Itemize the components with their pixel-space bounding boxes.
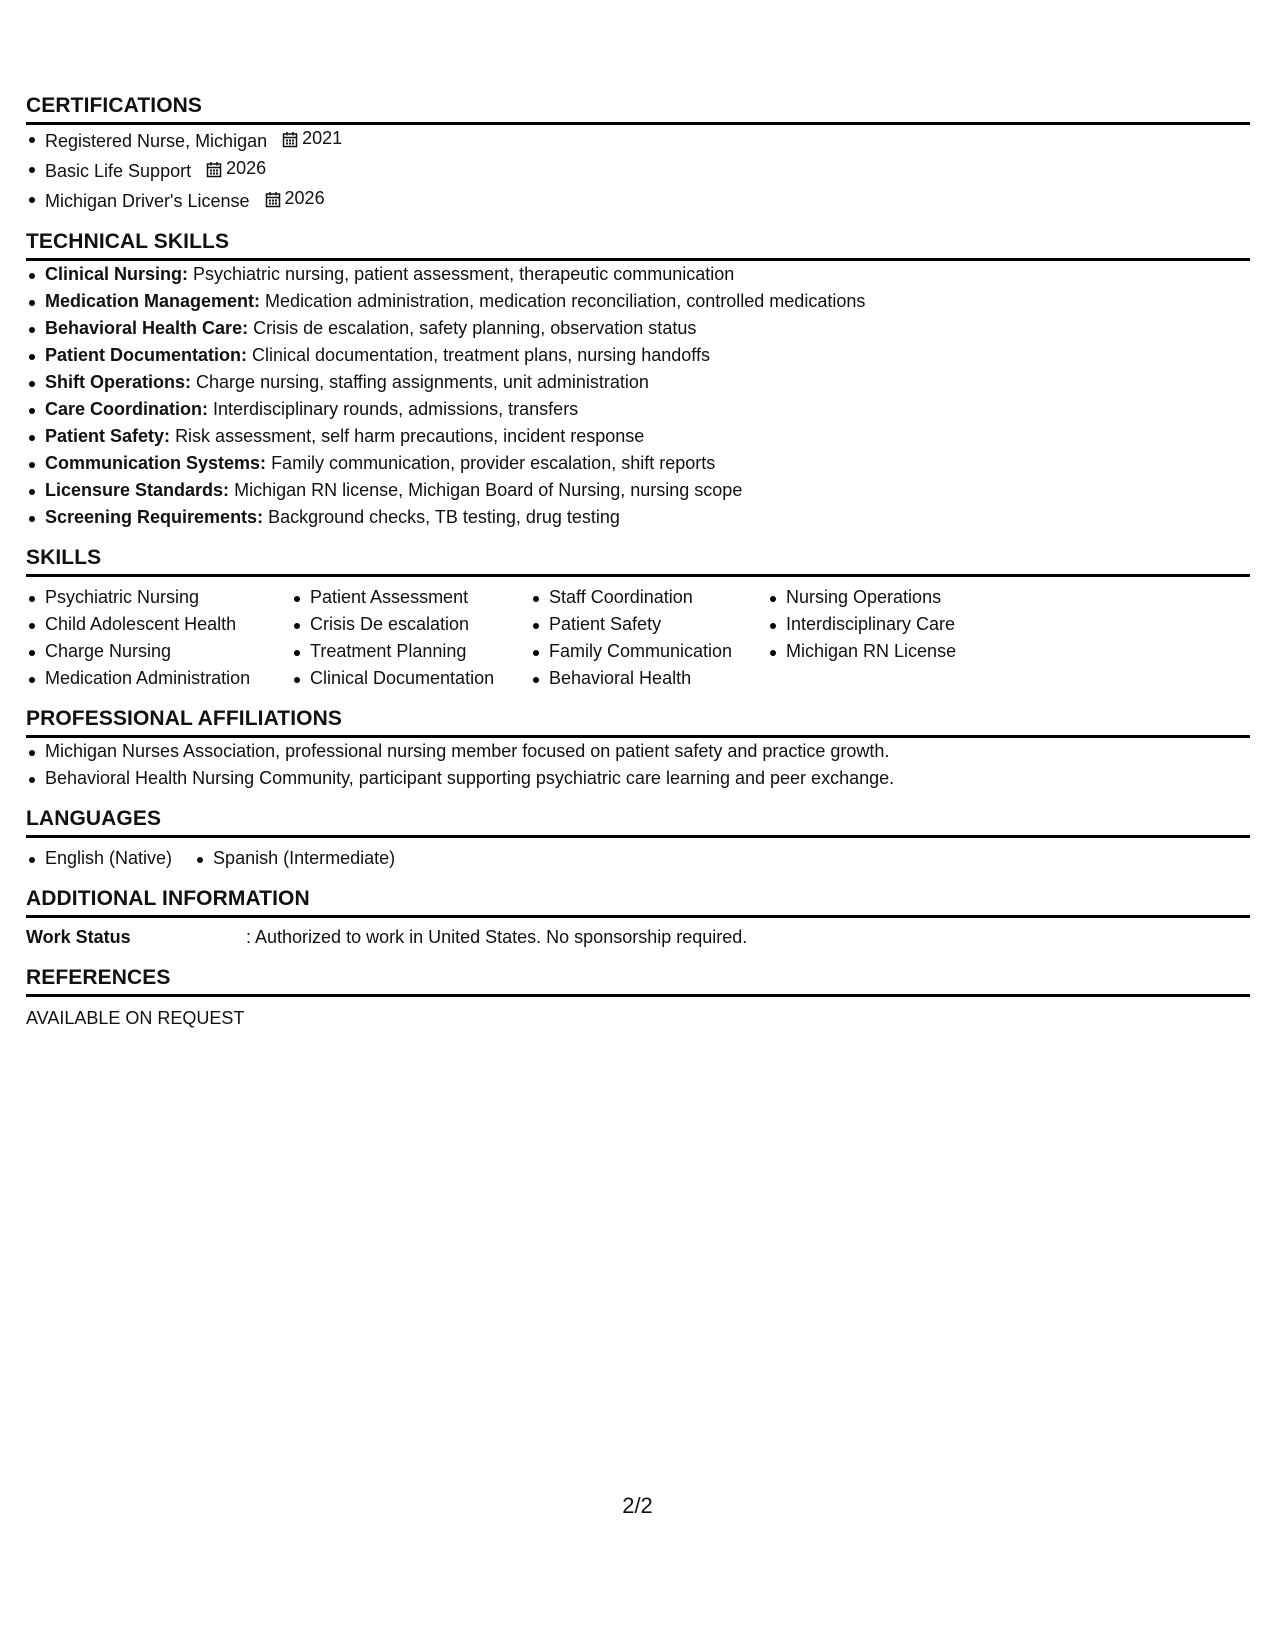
language-item: English (Native)	[26, 845, 172, 872]
technical-skill-label: Medication Management:	[45, 291, 261, 311]
affiliation-item: Michigan Nurses Association, professional nursing member focused on patient safety and practice growth.	[26, 738, 1250, 765]
language-item: Spanish (Intermediate)	[194, 845, 395, 872]
technical-skill-item	[26, 504, 1250, 531]
technical-skill-text: Psychiatric nursing, patient assessment, therapeutic communication	[193, 264, 735, 284]
technical-skill-label: Screening Requirements:	[45, 507, 264, 527]
certification-name: Michigan Driver's License	[45, 191, 250, 211]
skill-item: Medication Administration	[26, 665, 269, 692]
skills-heading: SKILLS	[26, 545, 1250, 577]
skills-section	[26, 545, 1250, 692]
affiliations-list	[26, 738, 1250, 792]
certification-item	[26, 125, 1250, 155]
certification-year: 2021	[302, 128, 343, 148]
skill-item: Clinical Documentation	[291, 665, 508, 692]
references-heading: REFERENCES	[26, 965, 1250, 997]
technical-skills-heading: TECHNICAL SKILLS	[26, 229, 1250, 261]
certifications-list	[26, 125, 1250, 215]
skill-item: Staff Coordination	[530, 584, 745, 611]
certifications-heading: CERTIFICATIONS	[26, 93, 1250, 125]
calendar-icon	[265, 191, 281, 208]
certification-item	[26, 155, 1250, 185]
skills-column	[291, 584, 508, 692]
technical-skill-text: Michigan RN license, Michigan Board of Nursing, nursing scope	[234, 480, 743, 500]
skill-item: Psychiatric Nursing	[26, 584, 269, 611]
certification-year: 2026	[284, 188, 325, 208]
page-number: 2/2	[622, 1493, 653, 1518]
technical-skill-item	[26, 288, 1250, 315]
skills-grid	[26, 577, 1250, 692]
technical-skill-item	[26, 342, 1250, 369]
skill-item: Charge Nursing	[26, 638, 269, 665]
skills-column	[767, 584, 956, 692]
references-section	[26, 965, 1250, 1032]
technical-skills-section	[26, 229, 1250, 531]
skill-item: Patient Assessment	[291, 584, 508, 611]
skills-column	[26, 584, 269, 692]
technical-skill-text: Clinical documentation, treatment plans, nursing handoffs	[252, 345, 710, 365]
affiliations-section	[26, 706, 1250, 792]
skill-item: Crisis De escalation	[291, 611, 508, 638]
technical-skill-label: Patient Safety:	[45, 426, 171, 446]
technical-skill-item	[26, 315, 1250, 342]
work-status-row	[26, 918, 1250, 951]
certification-item	[26, 185, 1250, 215]
skill-item: Treatment Planning	[291, 638, 508, 665]
languages-list	[194, 845, 395, 872]
certification-name: Basic Life Support	[45, 161, 192, 181]
certification-date	[206, 155, 266, 182]
languages-section	[26, 806, 1250, 872]
technical-skill-item	[26, 396, 1250, 423]
technical-skill-item	[26, 477, 1250, 504]
technical-skill-label: Patient Documentation:	[45, 345, 248, 365]
technical-skill-label: Behavioral Health Care:	[45, 318, 249, 338]
languages-row	[26, 838, 1250, 872]
certification-year: 2026	[226, 158, 267, 178]
certification-date	[265, 185, 325, 212]
skill-item: Family Communication	[530, 638, 745, 665]
skill-item: Interdisciplinary Care	[767, 611, 956, 638]
calendar-icon	[206, 161, 222, 178]
technical-skill-text: Interdisciplinary rounds, admissions, transfers	[213, 399, 579, 419]
affiliations-heading: PROFESSIONAL AFFILIATIONS	[26, 706, 1250, 738]
languages-heading: LANGUAGES	[26, 806, 1250, 838]
skill-item: Nursing Operations	[767, 584, 956, 611]
technical-skill-text: Background checks, TB testing, drug testing	[268, 507, 620, 527]
technical-skill-text: Crisis de escalation, safety planning, observation status	[253, 318, 697, 338]
technical-skill-text: Risk assessment, self harm precautions, incident response	[175, 426, 645, 446]
skill-item: Michigan RN License	[767, 638, 956, 665]
technical-skill-item	[26, 369, 1250, 396]
references-text: AVAILABLE ON REQUEST	[26, 1008, 245, 1028]
certifications-section	[26, 93, 1250, 215]
technical-skill-label: Shift Operations:	[45, 372, 192, 392]
skill-item: Child Adolescent Health	[26, 611, 269, 638]
certification-name: Registered Nurse, Michigan	[45, 131, 268, 151]
technical-skill-text: Family communication, provider escalation, shift reports	[271, 453, 716, 473]
technical-skill-text: Medication administration, medication reconciliation, controlled medications	[265, 291, 866, 311]
technical-skill-item	[26, 261, 1250, 288]
technical-skill-label: Care Coordination:	[45, 399, 209, 419]
technical-skill-text: Charge nursing, staffing assignments, unit administration	[196, 372, 649, 392]
certification-date	[282, 125, 342, 152]
skills-column	[530, 584, 745, 692]
calendar-icon	[282, 131, 298, 148]
work-status-label: Work Status	[26, 927, 131, 947]
technical-skill-label: Clinical Nursing:	[45, 264, 189, 284]
technical-skill-item	[26, 423, 1250, 450]
work-status-value: : Authorized to work in United States. No sponsorship required.	[246, 927, 748, 947]
additional-info-heading: ADDITIONAL INFORMATION	[26, 886, 1250, 918]
skill-item: Behavioral Health	[530, 665, 745, 692]
skill-item: Patient Safety	[530, 611, 745, 638]
technical-skill-item	[26, 450, 1250, 477]
technical-skill-label: Licensure Standards:	[45, 480, 230, 500]
resume-page	[26, 93, 1250, 1032]
technical-skills-list	[26, 261, 1250, 531]
languages-list	[26, 845, 172, 872]
additional-info-section	[26, 886, 1250, 951]
affiliation-item: Behavioral Health Nursing Community, participant supporting psychiatric care learning and peer exchange.	[26, 765, 1250, 792]
technical-skill-label: Communication Systems:	[45, 453, 267, 473]
